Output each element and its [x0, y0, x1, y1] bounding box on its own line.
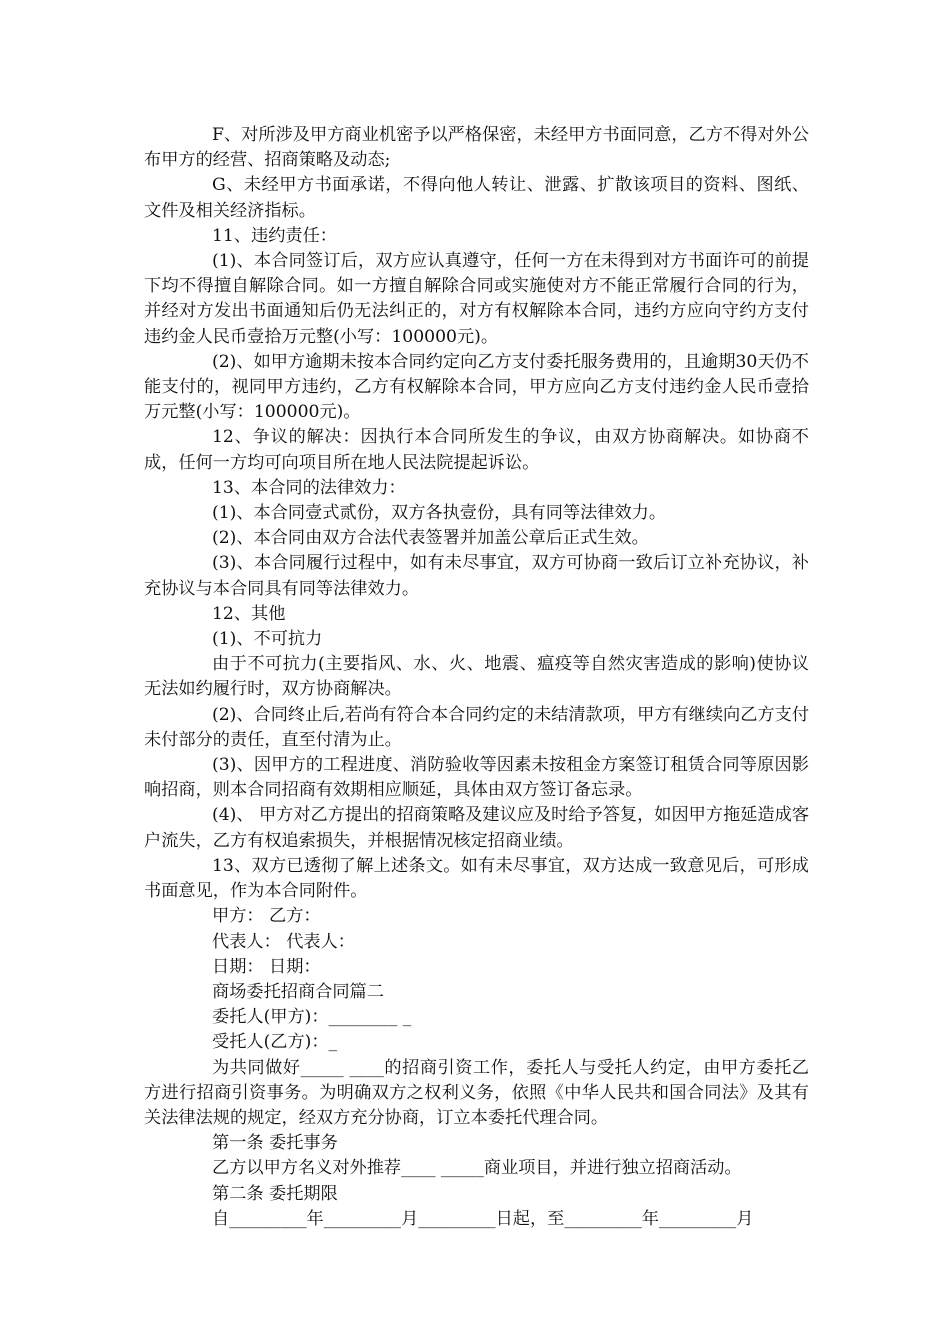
article-heading: 第二条 委托期限: [212, 1183, 338, 1204]
section-heading: 12、其他: [212, 603, 286, 624]
article-heading: 第一条 委托事务: [212, 1133, 338, 1154]
paragraph: 13、双方已透彻了解上述条文。如有未尽事宜，双方达成一致意见后，可形成书面意见，作为本合同附件。: [144, 855, 809, 902]
party-b-line: 受托人(乙方)：_: [212, 1032, 338, 1053]
signature-date-line: 日期： 日期：: [212, 956, 321, 977]
paragraph: (2)、本合同由双方合法代表签署并加盖公章后正式生效。: [212, 528, 649, 549]
document-page: [144, 123, 809, 1232]
section-heading: 11、违约责任：: [212, 225, 337, 246]
paragraph: F、对所涉及甲方商业机密予以严格保密，未经甲方书面同意，乙方不得对外公布甲方的经营、招商策略及动态;: [144, 125, 809, 171]
paragraph: 自_________年_________月_________日起，至_________年_________月: [212, 1208, 754, 1229]
section-heading: 13、本合同的法律效力：: [212, 477, 406, 498]
paragraph: (1)、本合同签订后，双方应认真遵守，任何一方在未得到对方书面许可的前提下均不得擅自解除合同。如一方擅自解除合同或实施使对方不能正常履行合同的行为，并经对方发出书面通知后仍无法纠正的，对方有权解除本合同，违约方应向守约方支付违约金人民币壹拾万元整(小写：100000元)。: [144, 251, 809, 347]
paragraph: G、未经甲方书面承诺，不得向他人转让、泄露、扩散该项目的资料、图纸、文件及相关经济指标。: [144, 175, 809, 221]
paragraph: (3)、因甲方的工程进度、消防验收等因素未按租金方案签订租赁合同等原因影响招商，则本合同招商有效期相应顺延，具体由双方签订备忘录。: [144, 755, 809, 801]
paragraph: 12、争议的解决：因执行本合同所发生的争议，由双方协商解决。如协商不成，任何一方均可向项目所在地人民法院提起诉讼。: [144, 427, 809, 473]
paragraph: (2)、合同终止后,若尚有符合本合同约定的未结清款项，甲方有继续向乙方支付未付部分的责任，直至付清为止。: [144, 704, 810, 750]
paragraph: 乙方以甲方名义对外推荐____ _____商业项目，并进行独立招商活动。: [212, 1158, 742, 1179]
paragraph: (4)、 甲方对乙方提出的招商策略及建议应及时给予答复，如因甲方拖延造成客户流失，乙方有权追索损失，并根据情况核定招商业绩。: [144, 805, 810, 851]
signature-representative-line: 代表人： 代表人：: [212, 931, 355, 952]
party-a-line: 委托人(甲方)：________ _: [212, 1007, 412, 1028]
contract-title: 商场委托招商合同篇二: [212, 981, 384, 1002]
paragraph: (1)、本合同壹式贰份，双方各执壹份，具有同等法律效力。: [212, 503, 667, 524]
paragraph: 由于不可抗力(主要指风、水、火、地震、瘟疫等自然灾害造成的影响)使协议无法如约履行时，双方协商解决。: [144, 654, 809, 700]
paragraph: (3)、本合同履行过程中，如有未尽事宜，双方可协商一致后订立补充协议，补充协议与本合同具有同等法律效力。: [144, 553, 809, 599]
paragraph: 为共同做好_____ ____的招商引资工作，委托人与受托人约定，由甲方委托乙方进行招商引资事务。为明确双方之权利义务，依照《中华人民共和国合同法》及其有关法律法规的规定，经双方充分协商，订立本委托代理合同。: [144, 1057, 809, 1128]
signature-party-line: 甲方： 乙方：: [212, 906, 321, 927]
sub-heading: (1)、不可抗力: [212, 629, 323, 650]
paragraph: (2)、如甲方逾期未按本合同约定向乙方支付委托服务费用的，且逾期30天仍不能支付的，视同甲方违约，乙方有权解除本合同，甲方应向乙方支付违约金人民币壹拾万元整(小写：100000元)。: [144, 351, 809, 423]
